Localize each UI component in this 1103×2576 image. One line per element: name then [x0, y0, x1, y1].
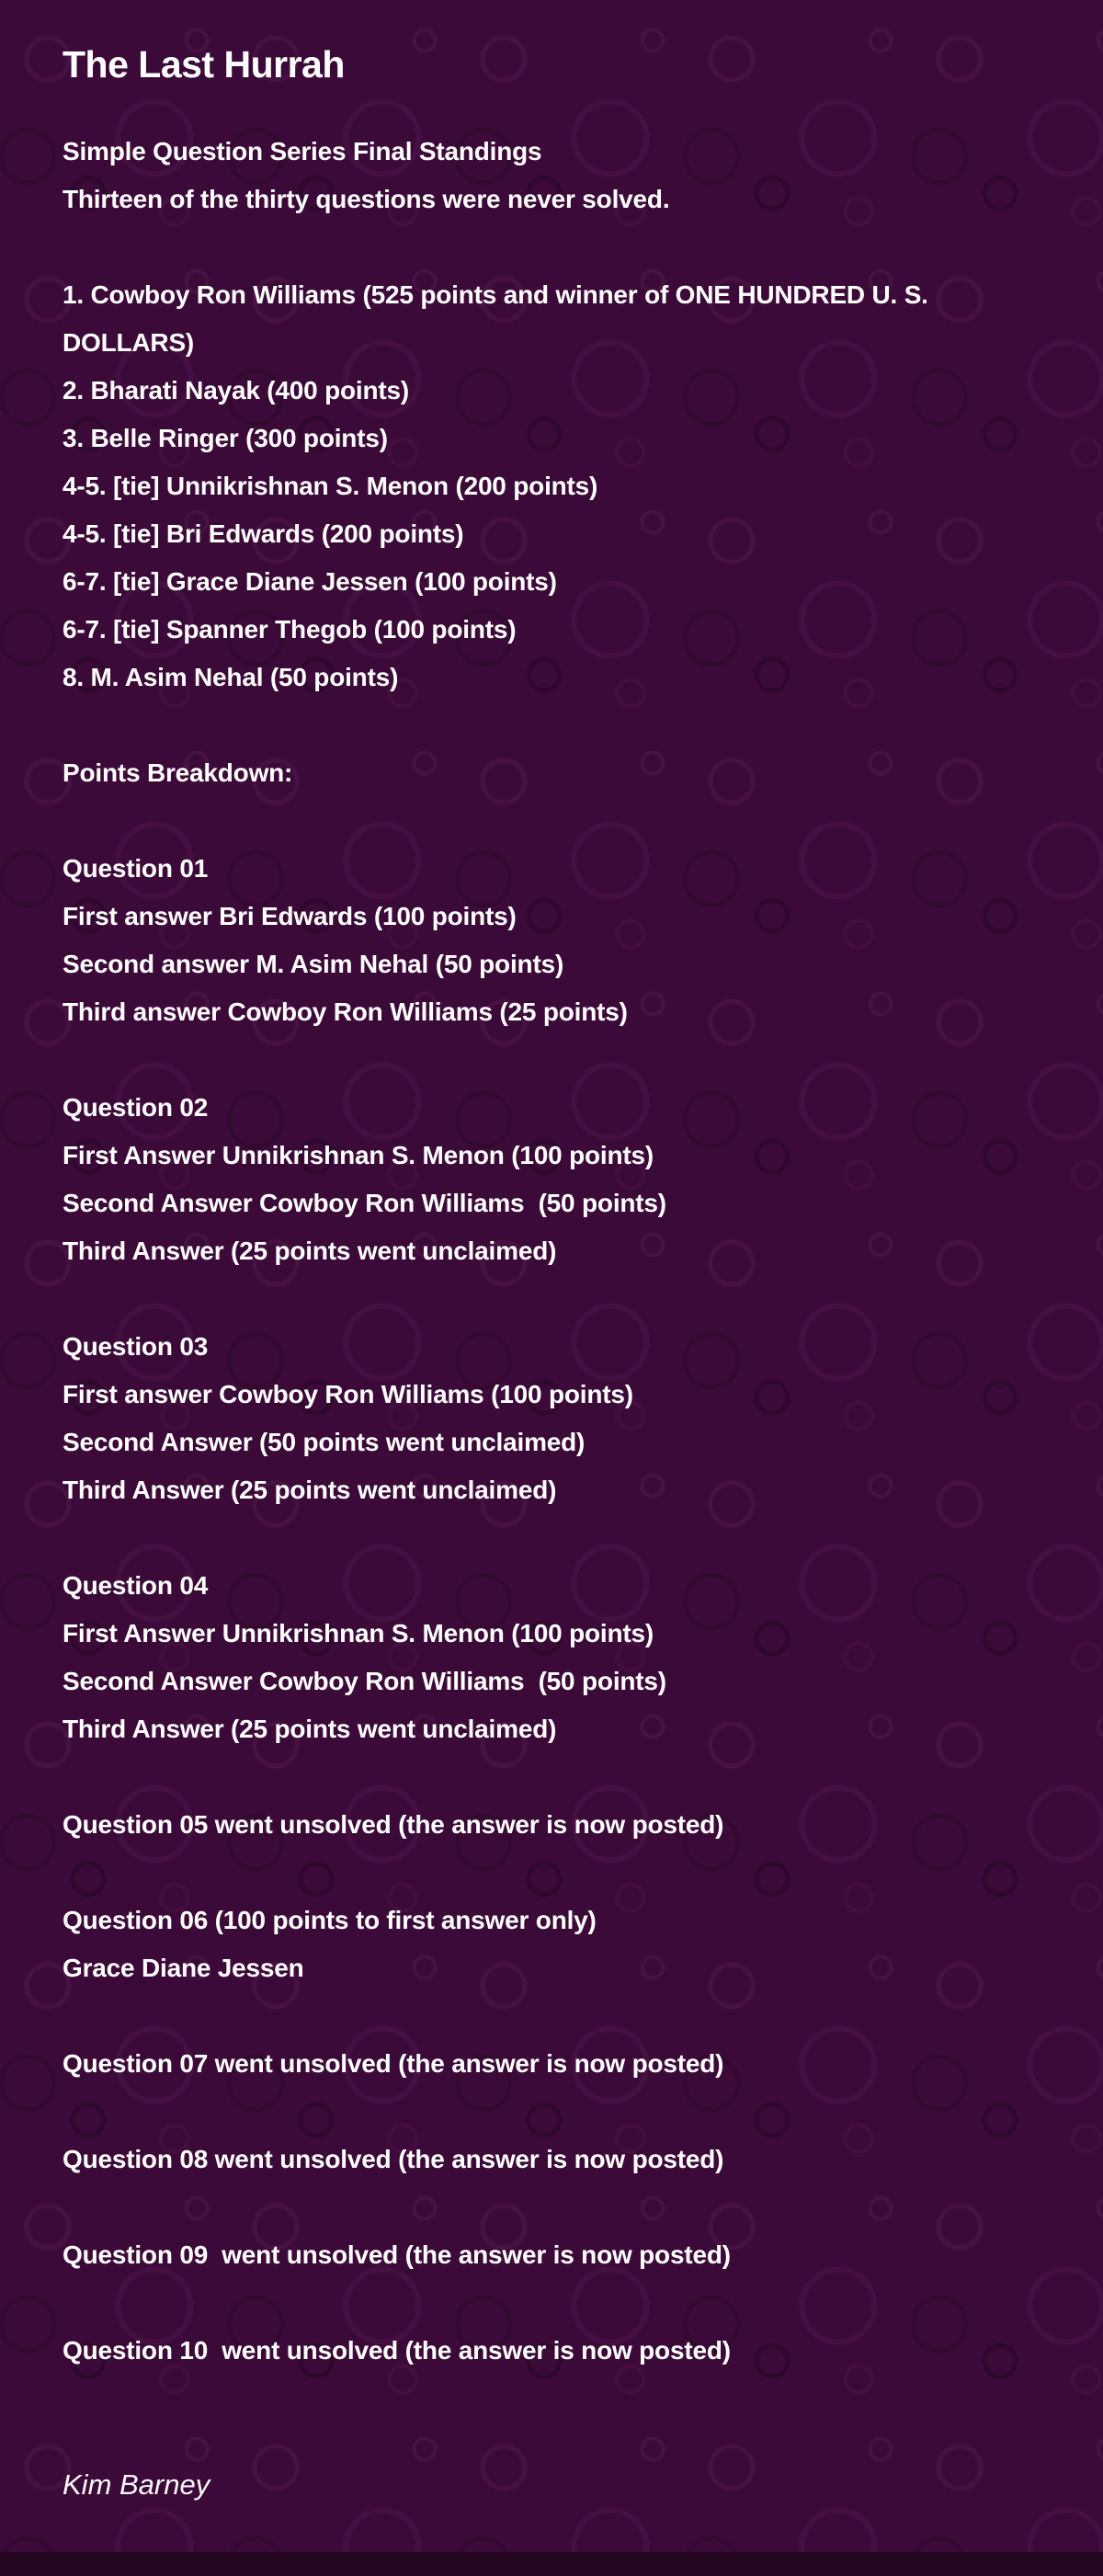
question-block-01: [63, 845, 1055, 1036]
question-block-02: [63, 1084, 1055, 1275]
answer-line: Third Answer (25 points went unclaimed): [63, 1237, 557, 1265]
answer-line: Second Answer Cowboy Ron Williams (50 points): [63, 1189, 666, 1217]
question-block-05: [63, 1801, 1055, 1849]
answer-line: First answer Bri Edwards (100 points): [63, 902, 517, 930]
standings-line: 6-7. [tie] Spanner Thegob (100 points): [63, 615, 517, 644]
question-heading: Question 06 (100 points to first answer only): [63, 1906, 597, 1934]
standings-line: 1. Cowboy Ron Williams (525 points and winner of ONE HUNDRED U. S. DOLLARS): [63, 280, 936, 357]
standings-line: 6-7. [tie] Grace Diane Jessen (100 points): [63, 567, 557, 596]
question-block-09: [63, 2231, 1055, 2279]
intro-line: Simple Question Series Final Standings: [63, 137, 542, 165]
question-block-03: [63, 1323, 1055, 1514]
question-heading: Question 08 went unsolved (the answer is now posted): [63, 2145, 724, 2173]
answer-line: First answer Cowboy Ron Williams (100 points): [63, 1380, 633, 1408]
answer-line: Second Answer Cowboy Ron Williams (50 points): [63, 1667, 666, 1695]
standings-line: 4-5. [tie] Unnikrishnan S. Menon (200 points): [63, 472, 598, 500]
question-block-08: [63, 2136, 1055, 2183]
question-heading: Question 10 went unsolved (the answer is now posted): [63, 2336, 731, 2365]
poem-content: [63, 40, 1055, 2503]
question-heading: Question 09 went unsolved (the answer is now posted): [63, 2240, 731, 2269]
question-heading: Question 04: [63, 1571, 209, 1600]
author-name: Kim Barney: [63, 2468, 210, 2501]
question-block-06: [63, 1897, 1055, 1992]
answer-line: Third answer Cowboy Ron Williams (25 points): [63, 997, 628, 1026]
final-standings-list: [63, 271, 1055, 701]
answer-line: Second Answer (50 points went unclaimed): [63, 1428, 586, 1456]
question-heading: Question 03: [63, 1332, 209, 1361]
standings-line: 4-5. [tie] Bri Edwards (200 points): [63, 519, 464, 548]
standings-line: 8. M. Asim Nehal (50 points): [63, 663, 399, 691]
standings-line: 3. Belle Ringer (300 points): [63, 424, 388, 452]
intro-line: Thirteen of the thirty questions were never solved.: [63, 185, 670, 213]
points-breakdown-heading: [63, 749, 1055, 797]
standings-line: 2. Bharati Nayak (400 points): [63, 376, 409, 405]
answer-line: First Answer Unnikrishnan S. Menon (100 points): [63, 1141, 654, 1169]
answer-line: Grace Diane Jessen: [63, 1954, 304, 1982]
intro-paragraph: [63, 128, 1055, 223]
question-block-04: [63, 1562, 1055, 1753]
poem-title: The Last Hurrah: [63, 43, 345, 85]
question-block-10: [63, 2327, 1055, 2375]
question-heading: Question 05 went unsolved (the answer is now posted): [63, 1810, 724, 1839]
answer-line: Third Answer (25 points went unclaimed): [63, 1476, 557, 1504]
bottom-edge-strip: [0, 2552, 1103, 2576]
heading-line: Points Breakdown:: [63, 758, 293, 787]
answer-line: Second answer M. Asim Nehal (50 points): [63, 950, 564, 978]
question-heading: Question 02: [63, 1093, 209, 1122]
question-block-07: [63, 2040, 1055, 2088]
question-heading: Question 07 went unsolved (the answer is now posted): [63, 2049, 724, 2078]
answer-line: Third Answer (25 points went unclaimed): [63, 1715, 557, 1743]
answer-line: First Answer Unnikrishnan S. Menon (100 points): [63, 1619, 654, 1647]
question-heading: Question 01: [63, 854, 209, 883]
